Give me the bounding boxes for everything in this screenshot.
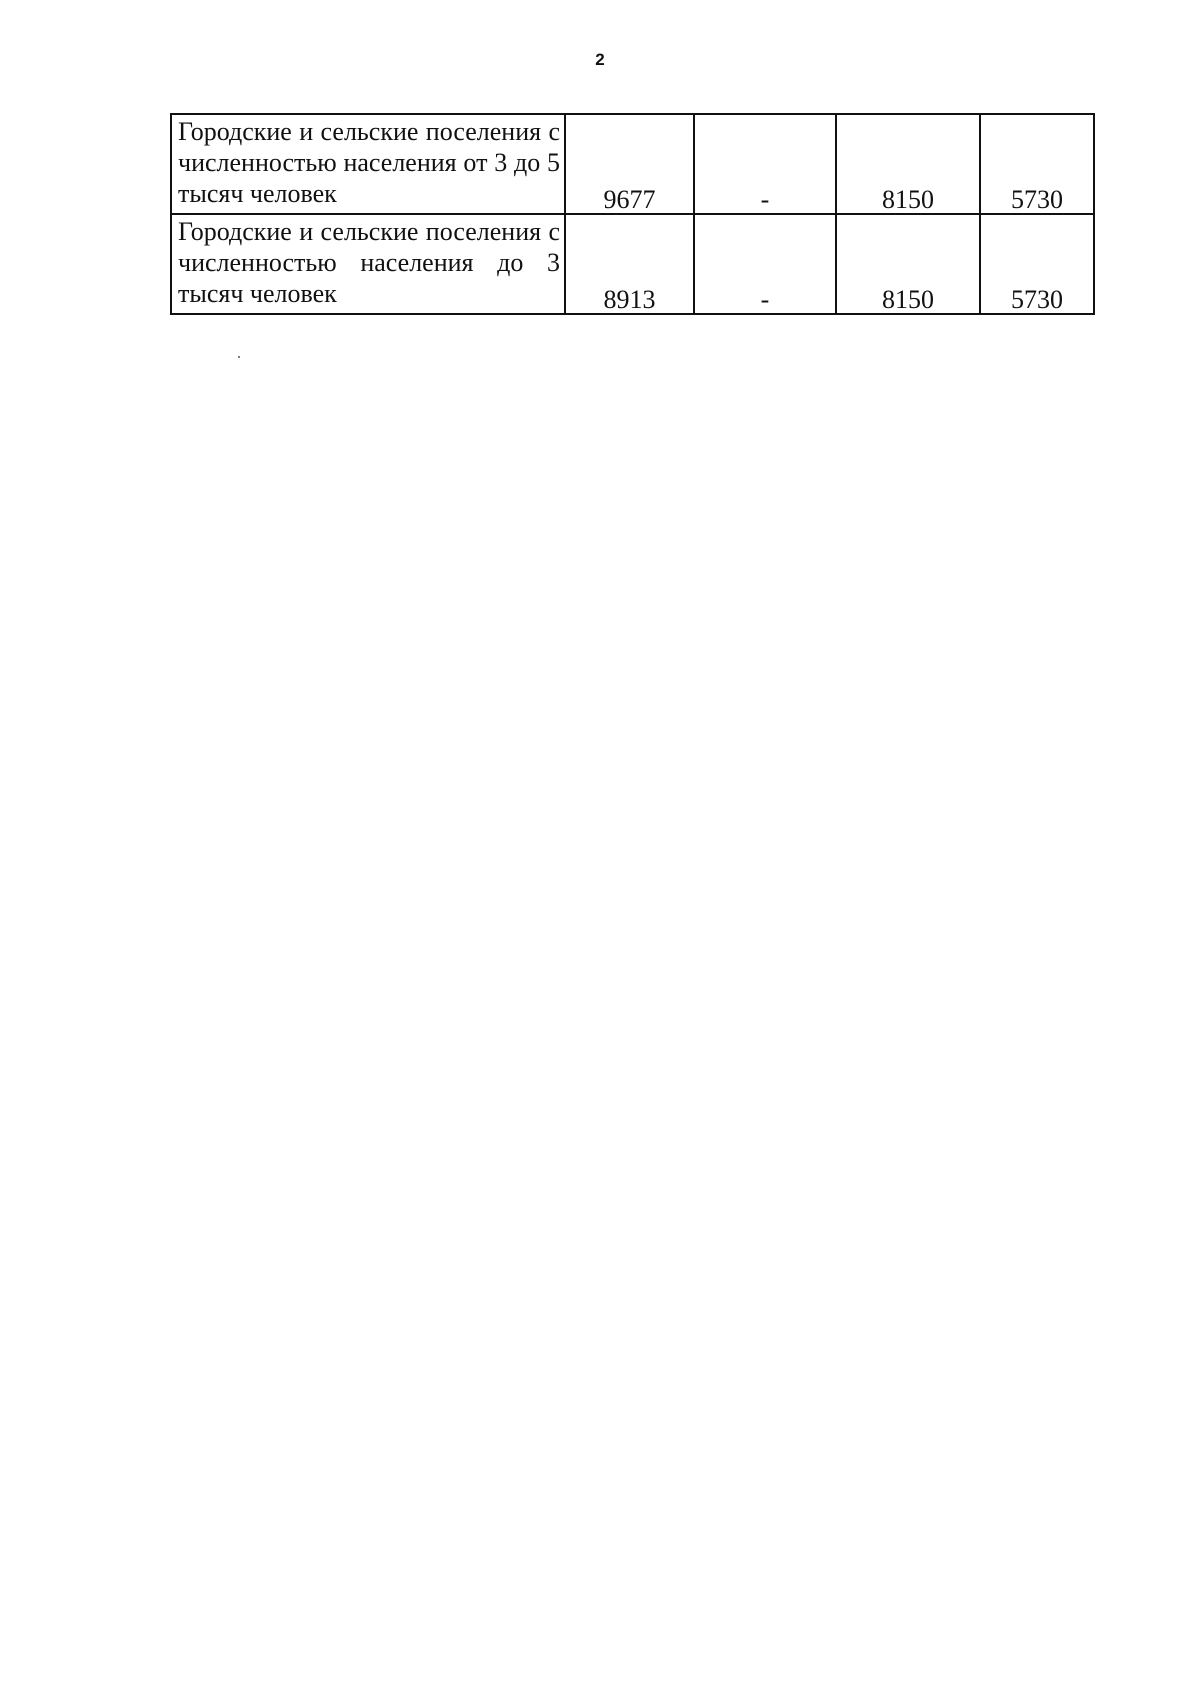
value-cell xyxy=(980,214,1094,314)
row-label: Городские и сельские поселения с численностью населения от 3 до 5 тысяч человек xyxy=(178,117,560,208)
table-row xyxy=(171,214,1094,314)
value-cell xyxy=(836,214,980,314)
row-label: Городские и сельские поселения с численностью населения до 3 тысяч человек xyxy=(178,217,560,308)
cell-value: 9677 xyxy=(603,185,656,214)
cell-value: - xyxy=(760,285,770,314)
row-label-cell xyxy=(171,114,565,214)
value-cell xyxy=(836,114,980,214)
page-number: 2 xyxy=(595,50,605,69)
table-row xyxy=(171,114,1094,214)
row-label-cell xyxy=(171,214,565,314)
cell-value: 5730 xyxy=(1011,185,1063,214)
cell-value: 8913 xyxy=(603,285,656,314)
value-cell xyxy=(565,214,694,314)
settlements-table xyxy=(170,113,1095,315)
scan-speck xyxy=(238,356,240,358)
cell-value: - xyxy=(760,185,770,214)
cell-value: 8150 xyxy=(882,285,934,314)
cell-value: 5730 xyxy=(1011,285,1063,314)
value-cell xyxy=(565,114,694,214)
value-cell xyxy=(694,114,836,214)
value-cell xyxy=(980,114,1094,214)
cell-value: 8150 xyxy=(882,185,934,214)
value-cell xyxy=(694,214,836,314)
